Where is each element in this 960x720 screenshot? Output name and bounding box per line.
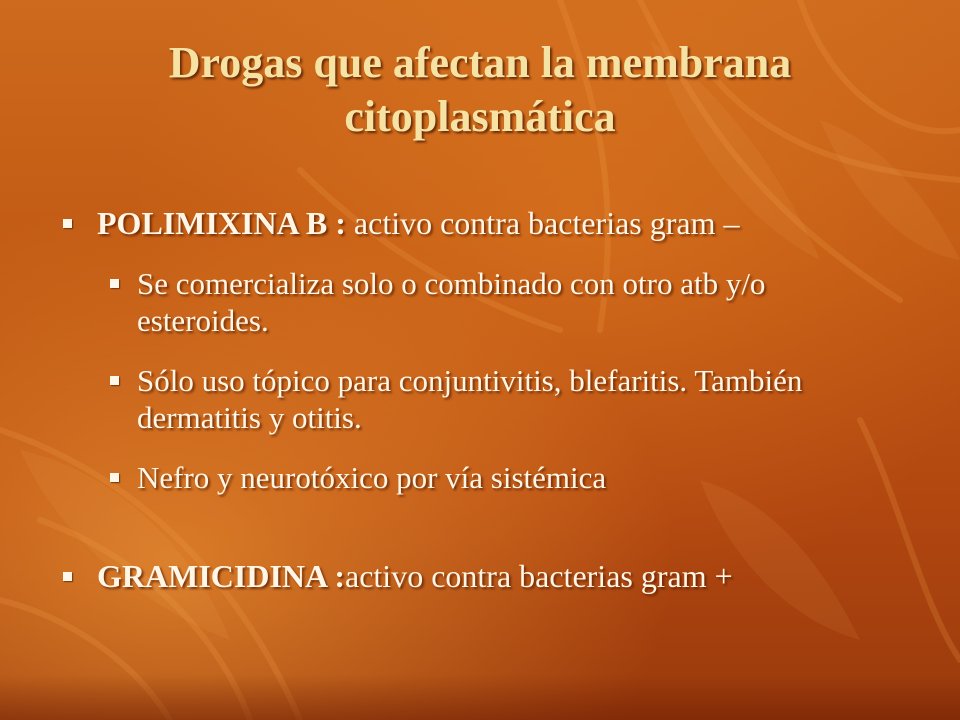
subbullet-text: Se comercializa solo o combinado con otro atb y/o esteroides. [137, 266, 766, 338]
bottom-shade [0, 674, 960, 720]
square-bullet-icon [110, 376, 119, 385]
square-bullet-icon [63, 572, 72, 581]
bullet-text: activo contra bacterias gram + [345, 558, 733, 594]
subbullet-text: Sólo uso tópico para conjuntivitis, blefaritis. También dermatitis y otitis. [137, 363, 803, 435]
bullet-gramicidina [60, 558, 920, 595]
slide-title: Drogas que afectan la membrana citoplasmática [168, 38, 792, 141]
square-bullet-icon [110, 473, 119, 482]
bullet-text: activo contra bacterias gram – [353, 205, 740, 241]
square-bullet-icon [63, 219, 72, 228]
subbullet-uso-topico [60, 362, 920, 436]
subbullet-text: Nefro y neurotóxico por vía sistémica [137, 460, 607, 495]
subbullet-comercializa [60, 265, 920, 339]
bullet-bold-label: GRAMICIDINA : [97, 558, 345, 594]
bullet-polimixina [60, 205, 920, 242]
square-bullet-icon [110, 279, 119, 288]
bullet-bold-label: POLIMIXINA B : [97, 205, 354, 241]
subbullet-nefrotoxico [60, 459, 920, 496]
slide-body [60, 205, 920, 595]
